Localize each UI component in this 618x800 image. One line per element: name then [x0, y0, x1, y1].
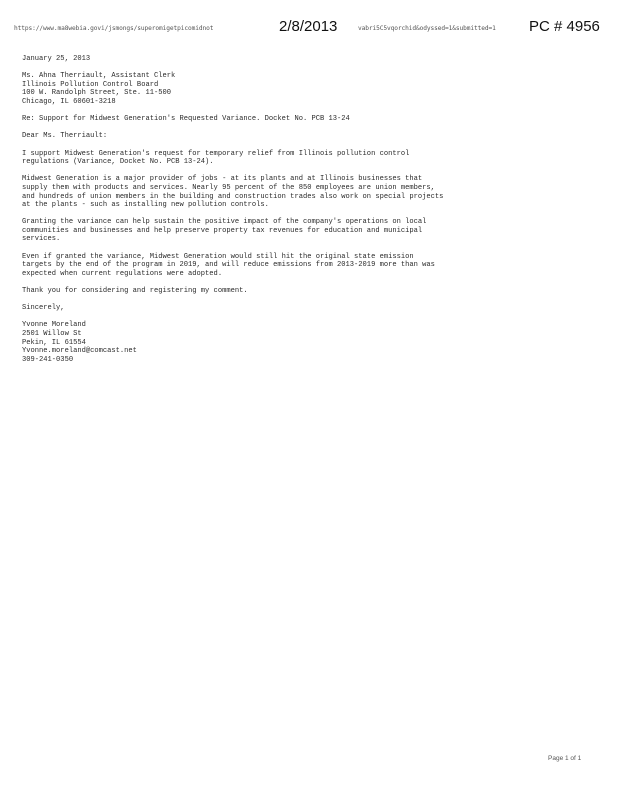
paragraph-line: services. — [22, 235, 61, 244]
recipient-line: Illinois Pollution Control Board — [22, 80, 159, 89]
salutation: Dear Ms. Therriault: — [22, 132, 108, 141]
paragraph-line: regulations (Variance, Docket No. PCB 13-24). — [22, 158, 214, 167]
signature-address: 2501 Willow St — [22, 330, 82, 338]
signature-phone: 309-241-0350 — [22, 355, 74, 364]
page-number: Page 1 of 1 — [548, 755, 582, 762]
paragraph-line: supply them with products and services. Nearly 95 percent of the 850 employees are union members, — [22, 183, 435, 192]
paragraph-line: at the plants - such as installing new pollution controls. — [22, 201, 269, 210]
paragraph-line: Midwest Generation is a major provider of jobs - at its plants and at Illinois businesses that — [22, 175, 423, 184]
recipient-line: Chicago, IL 60601-3218 — [22, 97, 116, 106]
paragraph-line: communities and businesses and help preserve property tax revenues for education and municipal — [22, 226, 423, 235]
paragraph-line: I support Midwest Generation's request for temporary relief from Illinois pollution control — [22, 149, 410, 158]
letter-body — [22, 55, 592, 364]
paragraph-line: Even if granted the variance, Midwest Generation would still hit the original state emission — [22, 252, 414, 261]
paragraph-line: and hundreds of union members in the building and construction trades also work on special projects — [22, 192, 444, 201]
signature-email: Yvonne.moreland@comcast.net — [22, 347, 137, 356]
pc-number-stamp: PC # 4956 — [529, 18, 600, 35]
paragraph-line: expected when current regulations were adopted. — [22, 269, 223, 278]
header-url: https://www.ma8webia.govi/jsmongs/superomigetpicomidnot — [14, 25, 214, 32]
signature-city: Pekin, IL 61554 — [22, 338, 86, 347]
closing: Sincerely, — [22, 304, 65, 313]
fax-header — [14, 18, 604, 40]
paragraph-line: Thank you for considering and registering my comment. — [22, 287, 248, 296]
recipient-line: 100 W. Randolph Street, Ste. 11-500 — [22, 89, 171, 98]
signature-name: Yvonne Moreland — [22, 321, 86, 330]
recipient-line: Ms. Ahna Therriault, Assistant Clerk — [22, 72, 176, 81]
re-line: Re: Support for Midwest Generation's Requested Variance. Docket No. PCB 13-24 — [22, 115, 350, 124]
paragraph-line: Granting the variance can help sustain the positive impact of the company's operations on local — [22, 218, 427, 227]
letter-date: January 25, 2013 — [22, 55, 91, 63]
paragraph-line: targets by the end of the program in 2019, and will reduce emissions from 2013-2019 more than was — [22, 261, 435, 270]
date-stamp: 2/8/2013 — [279, 18, 338, 35]
header-url-tail: vabri5C5vqorchid&odyssed=1&submitted=1 — [358, 25, 496, 32]
